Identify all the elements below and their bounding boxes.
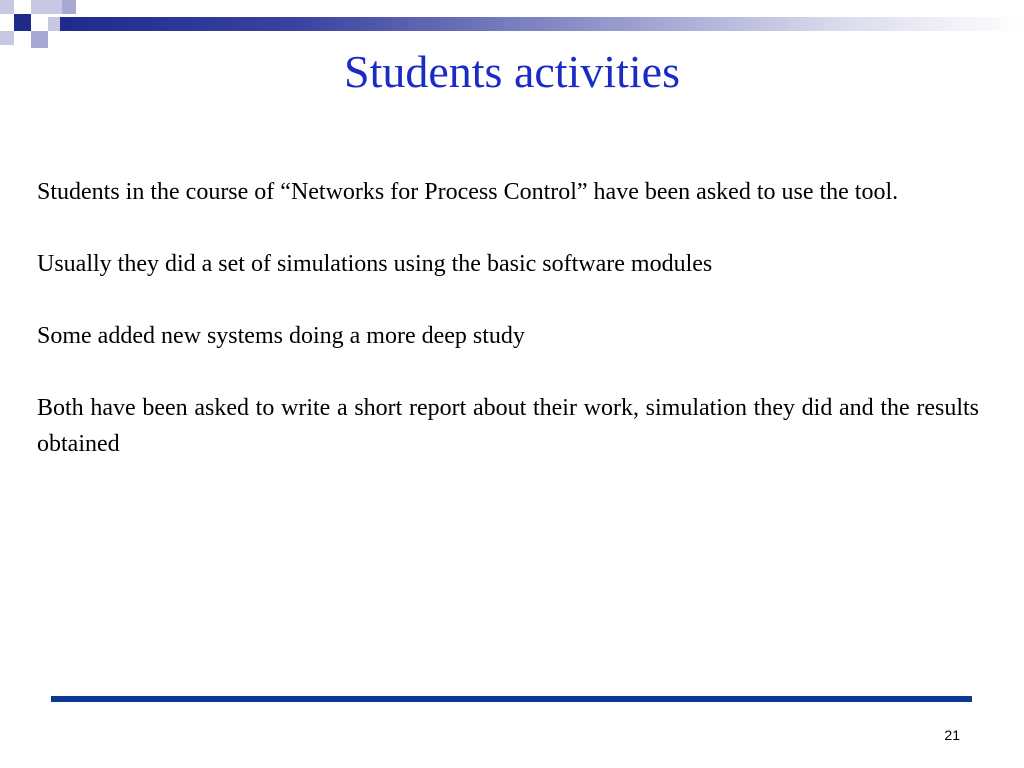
body-paragraph: Students in the course of “Networks for Process Control” have been asked to use the tool. (37, 179, 899, 205)
decorative-square (0, 31, 14, 45)
slide-body (37, 174, 979, 498)
decorative-square (14, 14, 31, 31)
decorative-square (31, 0, 48, 14)
body-paragraph: Usually they did a set of simulations using the basic software modules (37, 251, 713, 277)
body-paragraph: Both have been asked to write a short report about their work, simulation they did and the results obtained (37, 395, 979, 457)
decorative-square (0, 0, 14, 14)
decorative-square (48, 0, 62, 14)
decorative-square (62, 0, 76, 14)
slide-title: Students activities (343, 46, 680, 97)
header-gradient-bar (60, 17, 1024, 31)
footer-rule (51, 696, 972, 702)
body-paragraph: Some added new systems doing a more deep study (37, 323, 525, 349)
page-number: 21 (944, 727, 960, 743)
